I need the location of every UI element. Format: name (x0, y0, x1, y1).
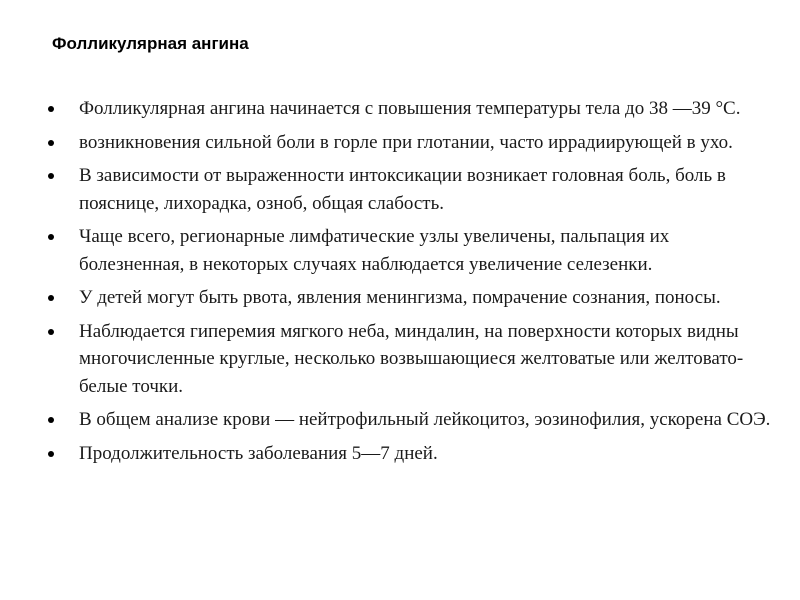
slide-title: Фолликулярная ангина (52, 34, 249, 53)
list-item (46, 129, 776, 157)
bullet-icon (48, 295, 54, 301)
list-item (46, 95, 776, 123)
bullet-list (46, 95, 776, 473)
bullet-text: Наблюдается гиперемия мягкого неба, миндалин, на поверхности которых видны многочисленные круглые, несколько возвышающиеся желтоватые или желтовато-белые точки. (79, 320, 744, 397)
bullet-icon (48, 417, 54, 423)
list-item (46, 318, 776, 401)
list-item (46, 223, 776, 278)
list-item (46, 284, 776, 312)
bullet-text: У детей могут быть рвота, явления менингизма, помрачение сознания, поносы. (79, 287, 721, 308)
list-item (46, 440, 776, 468)
bullet-icon (48, 173, 54, 179)
bullet-text: Продолжительность заболевания 5—7 дней. (79, 442, 438, 464)
bullet-icon (48, 234, 54, 240)
bullet-icon (48, 451, 54, 457)
list-item (46, 406, 776, 434)
bullet-text: В общем анализе крови — нейтрофильный лейкоцитоз, эозинофилия, ускорена СОЭ. (79, 409, 771, 430)
bullet-text: Фолликулярная ангина начинается с повышения температуры тела до 38 —39 °С. (79, 98, 741, 119)
list-item (46, 162, 776, 217)
bullet-text: Чаще всего, регионарные лимфатические узлы увеличены, пальпация их болезненная, в некоторых случаях наблюдается увеличение селезенки. (79, 226, 670, 275)
bullet-icon (48, 329, 54, 335)
bullet-icon (48, 140, 54, 146)
bullet-text: возникновения сильной боли в горле при глотании, часто иррадиирующей в ухо. (79, 131, 733, 153)
bullet-icon (48, 106, 54, 112)
bullet-text: В зависимости от выраженности интоксикации возникает головная боль, боль в пояснице, лихорадка, озноб, общая слабость. (79, 165, 726, 214)
